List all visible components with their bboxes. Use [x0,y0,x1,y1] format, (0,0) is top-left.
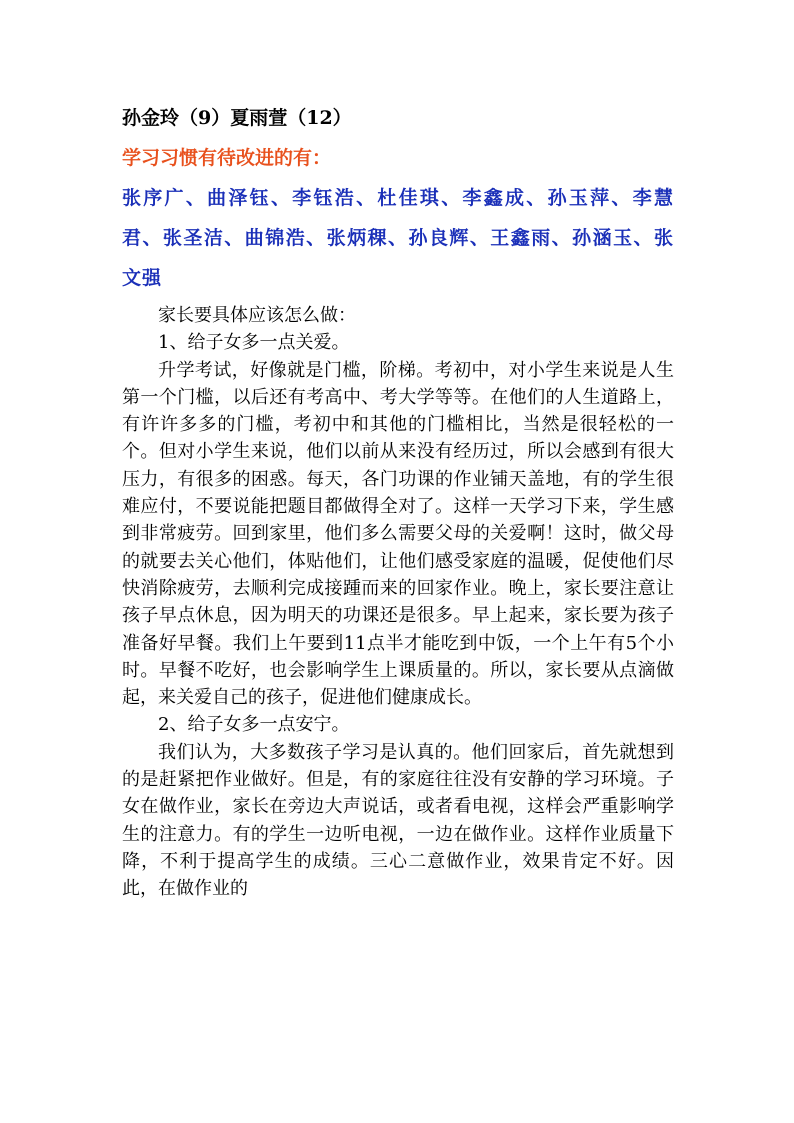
paragraph: 我们认为，大多数孩子学习是认真的。他们回家后，首先就想到的是赶紧把作业做好。但是，有的家庭往往没有安静的学习环境。子女在做作业，家长在旁边大声说话，或者看电视，这样会严重影响学生的注意力。有的学生一边听电视，一边在做作业。这样作业质量下降，不利于提高学生的成绩。三心二意做作业，效果肯定不好。因此，在做作业的 [122,741,674,900]
paragraph: 家长要具体应该怎么做： [158,305,356,326]
section-heading: 学习习惯有待改进的有： [122,147,332,169]
paragraph: 1、给子女多一点关爱。 [158,332,350,354]
paragraph: 升学考试，好像就是门槛，阶梯。考初中，对小学生来说是人生第一个门槛，以后还有考高中、考大学等等。在他们的人生道路上，有许许多多的门槛，考初中和其他的门槛相比，当然是很轻松的一个。但对小学生来说，他们以前从来没有经历过，所以会感到有很大压力，有很多的困惑。每天，各门功课的作业铺天盖地，有的学生很难应付，不要说能把题目都做得全对了。这样一天学习下来，学生感到非常疲劳。回到家里，他们多么需要父母的关爱啊！这时，做父母的就要去关心他们，体贴他们，让他们感受家庭的温暖，促使他们尽快消除疲劳，去顺利完成接踵而来的回家作业。晚上，家长要注意让孩子早点休息，因为明天的功课还是很多。早上起来，家长要为孩子准备好早餐。我们上午要到11点半才能吃到中饭，一个上午有5个小时。早餐不吃好，也会影响学生上课质量的。所以，家长要从点滴做起，来关爱自己的孩子，促进他们健康成长。 [122,359,674,709]
header-line: 孙金玲（9）夏雨萱（12） [122,107,352,129]
body-text [122,302,674,903]
document-content [122,98,674,903]
paragraph: 2、给子女多一点安宁。 [158,714,350,736]
names-list: 张序广、曲泽钰、李钰浩、杜佳琪、李鑫成、孙玉萍、李慧君、张圣洁、曲锦浩、张炳稞、孙良辉、王鑫雨、孙涵玉、张文强 [122,187,674,289]
